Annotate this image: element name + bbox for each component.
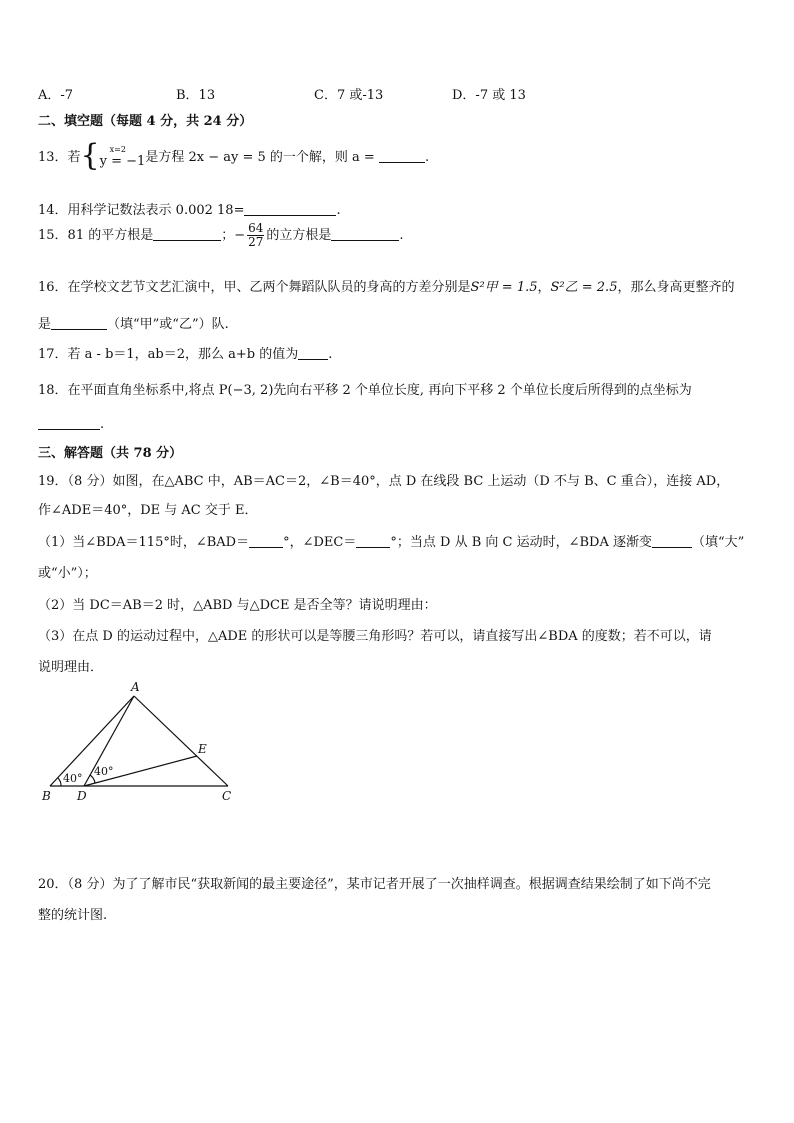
question-16-line2 xyxy=(38,313,229,332)
q13-system xyxy=(100,144,146,168)
label-b: B xyxy=(42,789,51,803)
label-c: C xyxy=(222,789,232,803)
q16-line1-b: ，那么身高更整齐的 xyxy=(617,280,735,295)
q19-part1-line2: 或“小”）； xyxy=(38,566,97,581)
q13-suffix: 的一个解，则 a = xyxy=(269,150,379,165)
angle-b-arc xyxy=(58,778,61,786)
choice-c: C．7 或-13 xyxy=(314,88,384,103)
q13-prefix: 13．若 xyxy=(38,150,81,165)
q20-line1: 20．（8 分）为了了解市民“获取新闻的最主要途径”，某市记者开展了一次抽样调查。根据调查结果绘制了如下尚不完 xyxy=(38,877,711,892)
q15-denominator: 27 xyxy=(248,235,264,249)
q18-end: . xyxy=(100,417,105,432)
q19-part3-line2: 说明理由． xyxy=(38,660,104,675)
q13-equation: 2x − ay = 5 xyxy=(188,150,266,165)
question-14 xyxy=(38,199,341,218)
q15-numerator: 64 xyxy=(248,221,264,235)
q19-p1-d: （填“大” xyxy=(691,535,745,550)
q19-p1-blank-1[interactable] xyxy=(249,534,283,548)
label-a: A xyxy=(131,680,140,694)
triangle-figure xyxy=(34,676,244,806)
q13-mid: 是方程 xyxy=(145,150,185,165)
q15-end: . xyxy=(399,228,404,243)
q15-fraction xyxy=(247,222,264,249)
q16-answer-blank[interactable] xyxy=(51,316,107,330)
q18-answer-blank[interactable] xyxy=(38,416,100,430)
question-13 xyxy=(38,138,430,173)
q17-end: . xyxy=(328,347,333,362)
q14-text: 14．用科学记数法表示 0.002 18= xyxy=(38,203,245,218)
q13-answer-blank[interactable] xyxy=(379,149,425,163)
q16-line2-a: 是 xyxy=(38,317,52,332)
choice-b: B．13 xyxy=(176,88,216,103)
angle-b-label: 40° xyxy=(63,772,83,785)
q15-blank-1[interactable] xyxy=(153,227,221,241)
question-18 xyxy=(38,379,692,398)
q13-row-top: x=2 xyxy=(109,144,126,154)
q19-line2: 作∠ADE＝40°，DE 与 AC 交于 E． xyxy=(38,503,258,518)
q16-variance-jia: S²甲 = 1.5 xyxy=(470,280,538,295)
question-18-line2 xyxy=(38,416,104,432)
section-solve-title: 三、解答题（共 78 分） xyxy=(38,446,183,461)
q16-line1-a: 16．在学校文艺节文艺汇演中，甲、乙两个舞蹈队队员的身高的方差分别是 xyxy=(38,280,471,295)
q20-line2: 整的统计图. xyxy=(38,908,108,923)
q14-answer-blank[interactable] xyxy=(244,202,336,216)
q19-p1-b: °，∠DEC＝ xyxy=(283,535,357,550)
q15-part1: 15．81 的平方根是 xyxy=(38,228,154,243)
q19-part2: （2）当 DC＝AB＝2 时，△ABD 与△DCE 是否全等？请说明理由： xyxy=(38,598,437,613)
q15-part2: 的立方根是 xyxy=(266,228,332,243)
question-15 xyxy=(38,222,404,249)
q19-p1-blank-3[interactable] xyxy=(652,534,692,548)
q19-part3-line1: （3）在点 D 的运动过程中，△ADE 的形状可以是等腰三角形吗？若可以，请直接写出∠BDA 的度数；若不可以，请 xyxy=(38,629,712,644)
choice-a: A．-7 xyxy=(38,88,74,103)
q17-text: 17．若 a - b＝1，ab＝2，那么 a+b 的值为 xyxy=(38,347,299,362)
q19-p1-blank-2[interactable] xyxy=(356,534,390,548)
q15-blank-2[interactable] xyxy=(331,227,399,241)
q14-end: . xyxy=(336,203,341,218)
q16-comma: ， xyxy=(537,280,551,295)
question-16 xyxy=(38,276,734,295)
label-d: D xyxy=(77,789,87,803)
q17-answer-blank[interactable] xyxy=(298,346,328,360)
q16-line2-b: （填“甲”或“乙”）队. xyxy=(107,317,229,332)
q19-line1: 19．（8 分）如图，在△ABC 中，AB＝AC＝2，∠B＝40°，点 D 在线段 BC 上运动（D 不与 B、C 重合），连接 AD， xyxy=(38,474,730,489)
q19-p1-c: °；当点 D 从 B 向 C 运动时，∠BDA 逐渐变 xyxy=(390,535,652,550)
angle-d-label: 40° xyxy=(94,765,114,778)
q19-part1 xyxy=(38,531,744,550)
q19-p1-a: （1）当∠BDA＝115°时，∠BAD＝ xyxy=(38,535,250,550)
q18-line1: 18．在平面直角坐标系中,将点 P(−3, 2)先向右平移 2 个单位长度, 再向下平移 2 个单位长度后所得到的点坐标为 xyxy=(38,383,692,398)
choice-d: D．-7 或 13 xyxy=(452,88,526,103)
section-fill-in-title: 二、填空题（每题 4 分，共 24 分） xyxy=(38,114,253,129)
q13-row-bottom: y = −1 xyxy=(99,153,146,169)
label-e: E xyxy=(198,742,207,756)
q13-end: . xyxy=(424,150,430,165)
q13-brace: { xyxy=(80,138,100,173)
q15-sep: ；− xyxy=(221,228,246,243)
segment-ac xyxy=(134,696,228,786)
question-17 xyxy=(38,343,332,362)
q16-variance-yi: S²乙 = 2.5 xyxy=(550,280,618,295)
